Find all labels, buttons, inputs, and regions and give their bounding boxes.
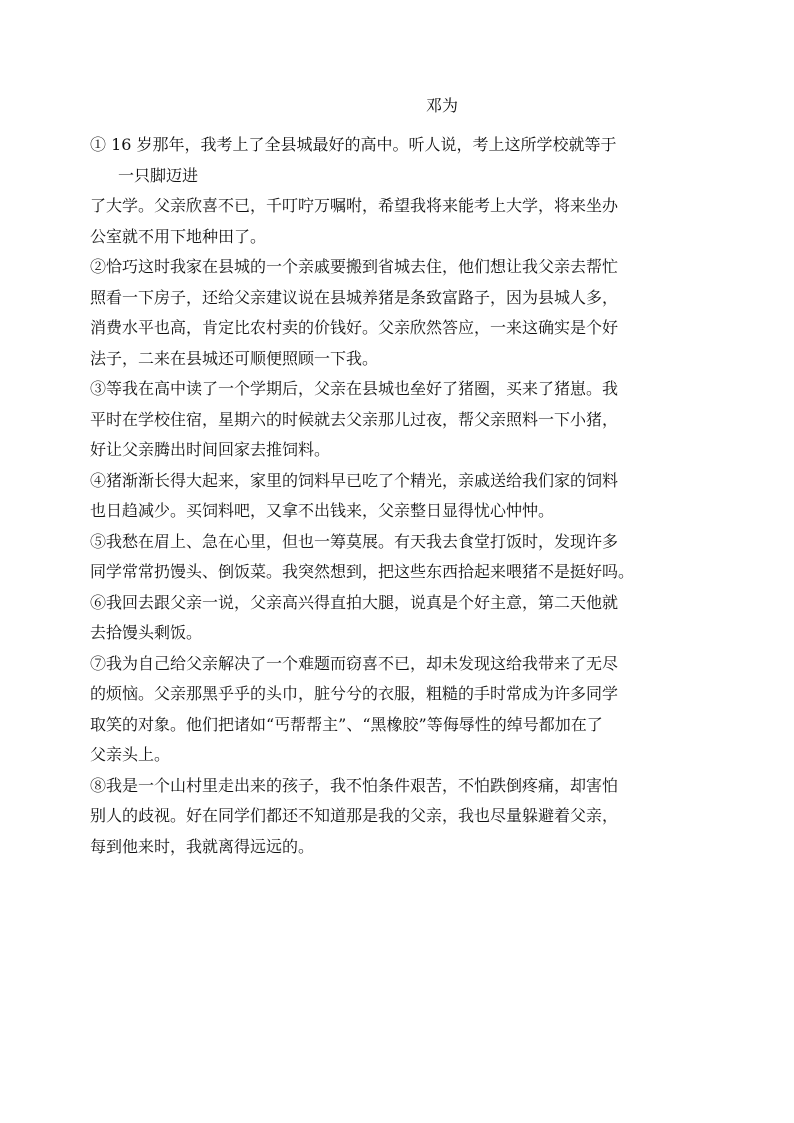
author-name: 邓为	[425, 96, 458, 115]
text-line: ②恰巧这时我家在县城的一个亲戚要搬到省城去住，他们想让我父亲去帮忙	[90, 257, 619, 276]
text-line: 同学常常扔馒头、倒饭菜。我突然想到，把这些东西拾起来喂猪不是挺好吗。	[90, 562, 635, 581]
text-line: ⑧我是一个山村里走出来的孩子，我不怕条件艰苦，不怕跌倒疼痛，却害怕	[90, 775, 619, 795]
text-line: ① 16 岁那年，我考上了全县城最好的高中。听人说，考上这所学校就等于	[90, 135, 617, 154]
paragraph-6	[90, 588, 712, 649]
text-line: 好让父亲腾出时间回家去推饲料。	[90, 440, 331, 459]
paragraph-1	[90, 130, 712, 191]
text-line: ⑦我为自己给父亲解决了一个难题而窃喜不已，却未发现这给我带来了无尽	[90, 653, 619, 673]
paragraph-1-continued	[90, 191, 712, 252]
paragraph-8	[90, 771, 712, 863]
text-line: ⑥我回去跟父亲一说，父亲高兴得直拍大腿，说真是个好主意，第二天他就	[90, 592, 619, 612]
text-line: 法子，二来在县城还可顺便照顾一下我。	[90, 348, 379, 368]
paragraph-4	[90, 466, 712, 527]
text-line: 别人的歧视。好在同学们都还不知道那是我的父亲，我也尽量躲避着父亲，	[90, 806, 619, 825]
text-line: 去拾馒头剩饭。	[90, 623, 203, 642]
text-line: ③等我在高中读了一个学期后，父亲在县城也垒好了猪圈，买来了猪崽。我	[90, 379, 619, 398]
text-line: 的烦恼。父亲那黑乎乎的头巾，脏兮兮的衣服，粗糙的手时常成为许多同学	[90, 684, 619, 703]
paragraph-5	[90, 527, 712, 588]
paragraph-2	[90, 252, 712, 374]
text-line: 消费水平也高，肯定比农村卖的价钱好。父亲欣然答应，一来这确实是个好	[90, 318, 619, 337]
text-line: ④猪渐渐长得大起来，家里的饲料早已吃了个精光，亲戚送给我们家的饲料	[90, 470, 619, 490]
text-line: 也日趋减少。买饲料吧，又拿不出钱来，父亲整日显得忧心忡忡。	[90, 501, 555, 520]
text-line: 一只脚迈进	[118, 165, 199, 185]
text-line: 每到他来时，我就离得远远的。	[90, 836, 315, 856]
text-line: 了大学。父亲欣喜不已，千叮咛万嘱咐，希望我将来能考上大学，将来坐办	[90, 196, 619, 215]
text-line: 平时在学校住宿，星期六的时候就去父亲那儿过夜，帮父亲照料一下小猪，	[90, 409, 619, 429]
text-line: 公室就不用下地种田了。	[90, 226, 267, 246]
paragraph-7	[90, 649, 712, 771]
text-line: 取笑的对象。他们把诸如“丐帮帮主”、“黑橡胶”等侮辱性的绰号都加在了	[90, 714, 603, 734]
text-line: 父亲头上。	[90, 745, 171, 764]
paragraph-3	[90, 374, 712, 466]
text-line: 照看一下房子，还给父亲建议说在县城养猪是条致富路子，因为县城人多，	[90, 287, 619, 307]
text-line: ⑤我愁在眉上、急在心里，但也一筹莫展。有天我去食堂打饭时，发现许多	[90, 531, 619, 551]
article-body	[90, 130, 712, 862]
